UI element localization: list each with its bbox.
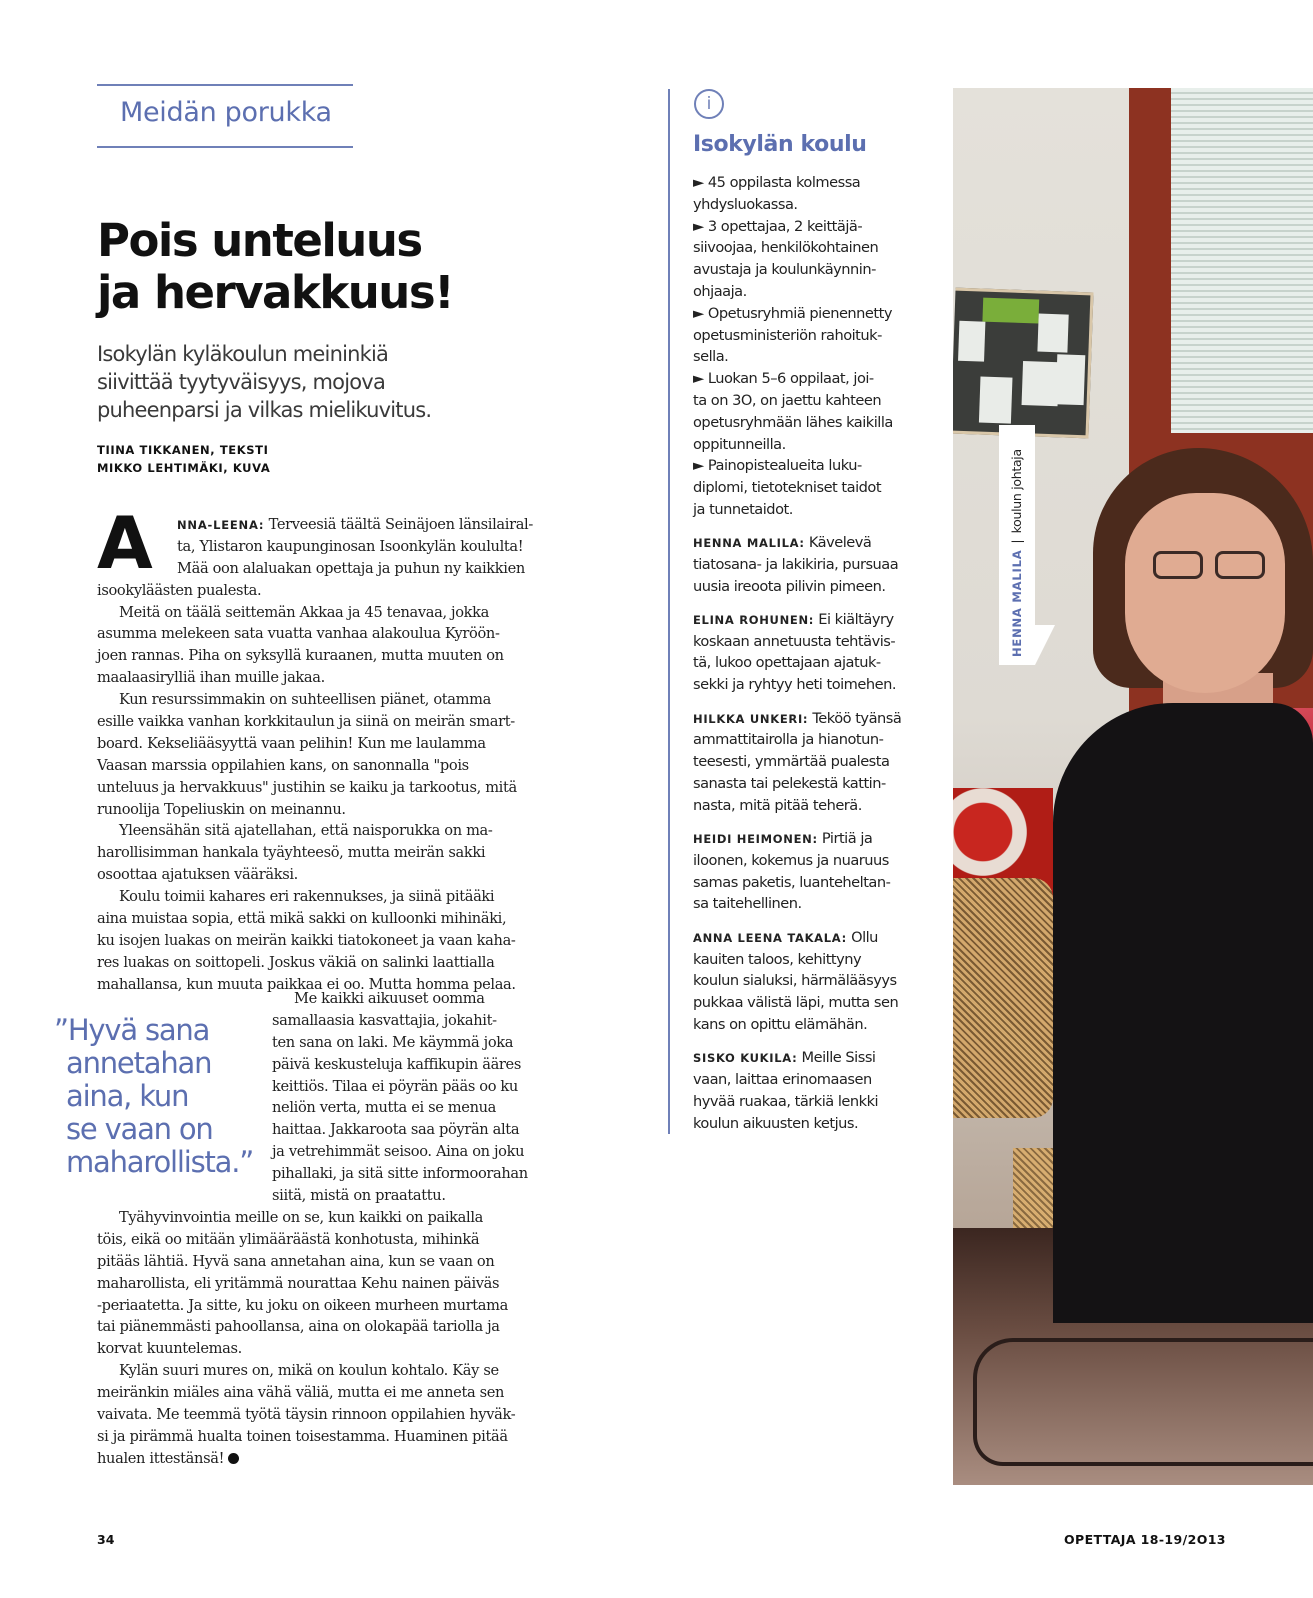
staff-photo — [953, 88, 1313, 1485]
body-line: haittaa. Jakkaroota saa pöyrän alta — [272, 1121, 520, 1139]
info-fact — [693, 455, 923, 520]
info-fact-line: yhdysluokassa. — [693, 195, 798, 213]
profile-line: samas paketis, luanteheltan- — [693, 873, 891, 891]
info-fact-line: diplomi, tietotekniset taidot — [693, 479, 882, 497]
staff-profiles — [693, 532, 923, 1146]
profile-line: kauiten taloos, kehittyny — [693, 950, 862, 968]
body-line: neliön verta, mutta ei se menua — [272, 1099, 497, 1117]
magazine-issue: OPETTAJA 18-19/2O13 — [1064, 1532, 1226, 1547]
info-box-facts — [693, 172, 923, 521]
profile-line — [693, 532, 923, 554]
speaker-lead-in: NNA-LEENA: — [177, 518, 265, 532]
profile-line: koulun sialuksi, härmälääsyys — [693, 972, 897, 990]
body-line: ten sana on laki. Me käymmä joka — [272, 1033, 514, 1051]
headline — [97, 215, 567, 319]
info-fact-line: opetusryhmään lähes kaikilla — [693, 413, 893, 431]
profile-line: uusia ireoota pilivin pimeen. — [693, 577, 886, 595]
profile-name: HENNA MALILA: — [693, 536, 805, 550]
profile-line: koskaan annetuusta tehtävis- — [693, 632, 896, 650]
body-line: NNA-LEENA: Terveesiä täältä Seinäjoen länsilairal- — [177, 516, 533, 533]
end-mark-icon — [228, 1453, 239, 1464]
profile-line — [693, 609, 923, 631]
profile-line: teesesti, ymmärtää pualesta — [693, 753, 890, 771]
body-line: -periaatetta. Ja sitte, ku joku on oikeen murheen murtama — [97, 1296, 508, 1314]
profile-line: ammattitairolla ja hianotun- — [693, 731, 884, 749]
body-line: Tyähyvinvointia meille on se, kun kaikki on paikalla — [119, 1209, 483, 1226]
article-body — [97, 514, 557, 996]
pull-quote-line: maharollista.” — [66, 1145, 254, 1179]
pull-quote-line: se vaan on — [66, 1112, 213, 1146]
body-line: osoottaa ajatuksen vääräksi. — [97, 866, 298, 884]
profile-line — [693, 927, 923, 949]
body-line: ta, Ylistaron kaupunginosan Isoonkylän koululta! — [177, 537, 524, 555]
caption-tab-tail — [1035, 625, 1055, 665]
info-fact-line: ► Painopistealueita luku- — [693, 457, 862, 475]
profile-text: Kävelevä — [804, 534, 872, 551]
body-line: ja vetrehimmät seisoo. Aina on joku — [272, 1143, 525, 1161]
section-label — [97, 84, 353, 148]
info-fact-line: ► 45 oppilasta kolmessa — [693, 174, 861, 191]
staff-profile — [693, 828, 923, 915]
info-fact — [693, 303, 923, 368]
body-line: harollisimman hankala tyäyhteesö, mutta meirän sakki — [97, 844, 486, 862]
body-line: Mää oon alaluakan opettaja ja puhun ny kaikkien — [177, 559, 525, 577]
body-line: päivä keskusteluja kaffikupin ääres — [272, 1055, 521, 1073]
body-line: runoolija Topeliuskin on meinannu. — [97, 800, 346, 818]
profile-name: HEIDI HEIMONEN: — [693, 832, 818, 847]
body-line: samallaasia kasvattajia, jokahit- — [272, 1011, 497, 1029]
body-block — [97, 602, 557, 996]
body-line-text: hualen ittestänsä! — [97, 1449, 225, 1467]
byline — [97, 441, 270, 477]
body-line: Kun resurssimmakin on suhteellisen piänet, otamma — [119, 691, 491, 709]
body-line: Me kaikki aikuuset oomma — [294, 990, 485, 1007]
body-line: unteluus ja hervakkuus" justihin se kaiku ja tarkootus, mitä — [97, 778, 517, 796]
profile-name: HILKKA UNKERI: — [693, 711, 809, 726]
body-line: korvat kuuntelemas. — [97, 1340, 242, 1358]
body-line: Vaasan marssia oppilahien kans, on sanonnalla "pois — [97, 756, 469, 774]
info-fact-line: ► Opetusryhmiä pienennetty — [693, 304, 892, 322]
info-fact-line: ohjaaja. — [693, 282, 747, 300]
body-line: pitääs lähtiä. Hyvä sana annetahan aina, kun se vaan on — [97, 1252, 495, 1270]
body-line: tai piänemmästi pahoollansa, aina on olokapää tariolla ja — [97, 1318, 500, 1336]
profile-line — [693, 708, 923, 730]
profile-name: ELINA ROHUNEN: — [693, 612, 815, 627]
body-line: maalaasirylliä ihan muille jakaa. — [97, 669, 325, 687]
body-line — [97, 1448, 557, 1470]
body-line: asumma melekeen sata vuatta vanhaa alakoulua Kyröön- — [97, 625, 500, 643]
photo-caption — [999, 425, 1035, 665]
byline-text-author: TIINA TIKKANEN, TEKSTI — [97, 443, 269, 457]
info-fact-line: ► 3 opettajaa, 2 keittäjä- — [693, 217, 863, 235]
info-box-title: Isokylän koulu — [693, 132, 867, 157]
info-fact-line: oppitunneilla. — [693, 435, 786, 453]
profile-text: Ei kiältäyry — [814, 610, 894, 628]
profile-line: kans on opittu elämähän. — [693, 1015, 868, 1033]
drop-cap: A — [97, 501, 153, 585]
profile-line: pukkaa välistä läpi, mutta sen — [693, 994, 899, 1012]
profile-line: tä, lukoo opettajaan ajatuk- — [693, 654, 881, 672]
section-label-text: Meidän porukka — [120, 97, 332, 128]
body-line: Yleensähän sitä ajatellahan, että naisporukka on ma- — [119, 822, 493, 840]
profile-line: iloonen, kokemus ja nuaruus — [693, 851, 889, 869]
byline-photo-author: MIKKO LEHTIMÄKI, KUVA — [97, 461, 271, 475]
staff-profile — [693, 708, 923, 817]
pull-quote-line: aina, kun — [66, 1079, 189, 1113]
headline-line: ja hervakkuus! — [97, 266, 454, 319]
profile-line: sekki ja ryhtyy heti toimehen. — [693, 676, 896, 694]
profile-line: hyvää ruakaa, tärkiä lenkki — [693, 1092, 879, 1110]
body-line: töis, eikä oo mitään ylimääräästä konhotusta, mihinkä — [97, 1230, 480, 1248]
staff-profile — [693, 927, 923, 1036]
body-line: board. Kekseliääsyyttä vaan pelihin! Kun me laulamma — [97, 734, 486, 752]
article-body-end — [97, 1207, 557, 1470]
body-line: mahallansa, kun muuta paikkaa ei oo. Mutta homma pelaa. — [97, 975, 516, 993]
chair — [953, 878, 1053, 1118]
info-fact-line: ta on 3O, on jaettu kahteen — [693, 391, 882, 409]
profile-line — [693, 828, 923, 850]
info-fact-line: ja tunnetaidot. — [693, 500, 793, 518]
profile-line: nasta, mitä pitää teherä. — [693, 796, 862, 814]
person-face — [1125, 493, 1285, 693]
info-fact-line: avustaja ja koulunkäynnin- — [693, 261, 876, 279]
profile-line: sa taitehellinen. — [693, 895, 802, 913]
info-box-rule — [668, 89, 670, 1134]
body-line: ku isojen luakas on meirän kaikki tiatokoneet ja vaan kaha- — [97, 931, 516, 949]
body-line: pihallaki, ja sitä sitte informoorahan — [272, 1165, 528, 1183]
info-fact-line: opetusministeriön rahoituk- — [693, 326, 882, 344]
body-line: esille vaikka vanhan korkkitaulun ja siinä on meirän smart- — [97, 713, 515, 731]
profile-name: ANNA LEENA TAKALA: — [693, 930, 847, 945]
profile-line: tiatosana- ja lakikiria, pursuaa — [693, 555, 899, 573]
caption-name: HENNA MALILA — [1010, 549, 1024, 657]
body-line: vaivata. Me teemmä työtä täysin rinnoon oppilahien hyväk- — [97, 1406, 516, 1424]
info-fact-line: siivoojaa, henkilökohtainen — [693, 239, 879, 257]
body-line: aina muistaa sopia, että mikä sakki on kulloonki mihinäki, — [97, 910, 507, 928]
article-body-narrow — [272, 988, 562, 1207]
profile-text: Teköö tyänsä — [808, 709, 902, 727]
body-line: Kylän suuri mures on, mikä on koulun kohtalo. Käy se — [119, 1362, 499, 1380]
body-line: si ja pirämmä hualta toinen toisestamma. Huaminen pitää — [97, 1427, 508, 1445]
info-fact — [693, 368, 923, 455]
caption-separator: | — [1009, 539, 1024, 544]
first-paragraph — [97, 514, 557, 602]
profile-line: sanasta tai pelekestä kattin- — [693, 774, 886, 792]
info-icon: i — [694, 89, 724, 119]
pull-quote-line: ”Hyvä sana — [54, 1013, 210, 1047]
profile-name: SISKO KUKILA: — [693, 1051, 798, 1066]
body-line: meiränkin miäles aina vähä väliä, mutta ei me anneta sen — [97, 1384, 505, 1402]
info-fact — [693, 172, 923, 216]
lead-line: Isokylän kyläkoulun meininkiä — [97, 342, 389, 366]
person-cardigan — [1053, 703, 1313, 1323]
lead-paragraph — [97, 340, 457, 424]
body-line: joen rannas. Piha on syksyllä kuraanen, mutta muuten on — [97, 647, 504, 665]
profile-text: Meille Sissi — [797, 1049, 876, 1067]
body-line: Koulu toimii kahares eri rakennukses, ja siinä pitääki — [119, 888, 495, 906]
lead-line: puheenparsi ja vilkas mielikuvitus. — [97, 398, 432, 422]
profile-text: Pirtiä ja — [817, 830, 873, 848]
staff-profile — [693, 532, 923, 597]
body-line: isookyläästen pualesta. — [97, 581, 262, 599]
profile-text: Ollu — [846, 928, 878, 946]
body-line: maharollista, eli yritämmä nourattaa Kehu nainen päiväs — [97, 1274, 500, 1292]
cork-board — [953, 288, 1094, 439]
body-line: Meitä on täälä seittemän Akkaa ja 45 tenavaa, jokka — [119, 603, 489, 621]
profile-line: koulun aikuusten ketjus. — [693, 1114, 859, 1132]
info-fact-line: sella. — [693, 348, 729, 366]
body-line: siitä, mistä on praatattu. — [272, 1187, 446, 1205]
body-line: keittiös. Tilaa ei pöyrän pääs oo ku — [272, 1077, 518, 1095]
pull-quote-line: annetahan — [66, 1046, 212, 1080]
staff-profile — [693, 1047, 923, 1134]
staff-profile — [693, 609, 923, 696]
caption-role: koulun johtaja — [1009, 449, 1024, 534]
profile-line — [693, 1047, 923, 1069]
pull-quote — [54, 1014, 264, 1179]
info-fact-line: ► Luokan 5–6 oppilaat, joi- — [693, 370, 874, 388]
page-number: 34 — [97, 1532, 115, 1547]
profile-line: vaan, laittaa erinomaasen — [693, 1071, 872, 1089]
body-line: res luakas on soittopeli. Joskus väkiä on salinki laattialla — [97, 953, 495, 971]
headline-line: Pois unteluus — [97, 214, 422, 267]
lead-line: siivittää tyytyväisyys, mojova — [97, 370, 386, 394]
info-fact — [693, 216, 923, 303]
